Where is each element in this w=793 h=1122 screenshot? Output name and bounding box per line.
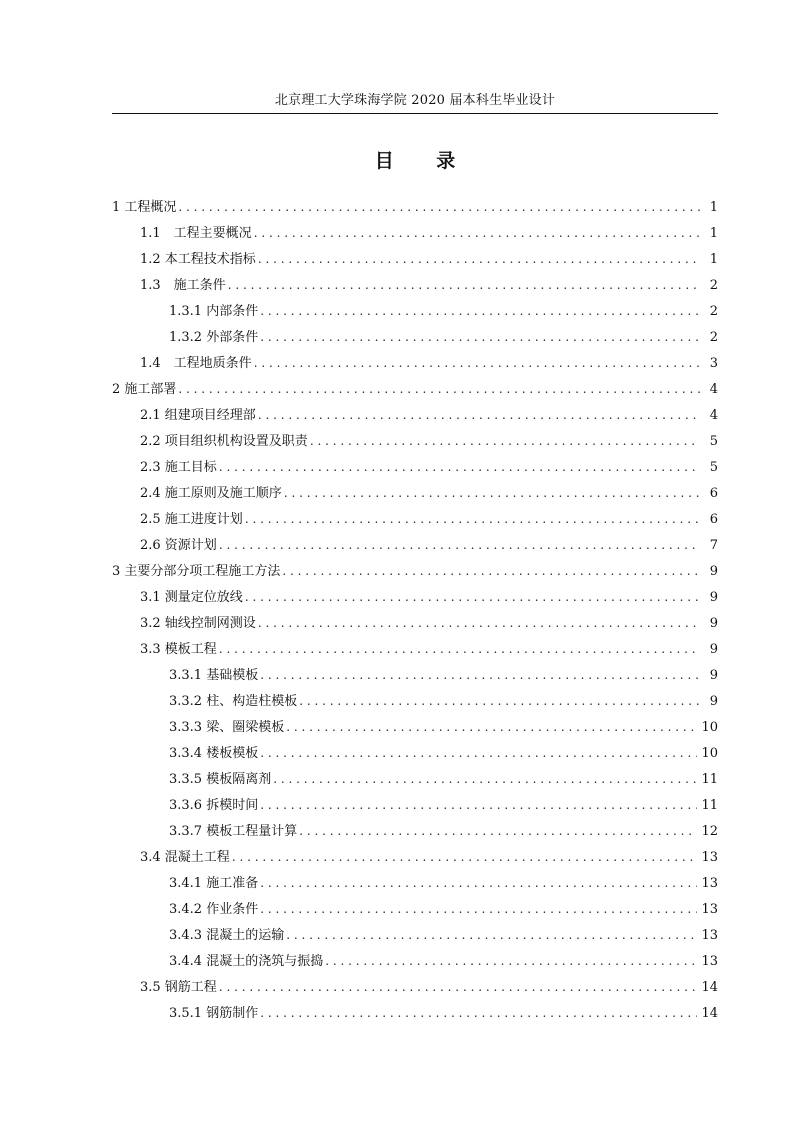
toc-entry-page-number: 2 bbox=[709, 278, 718, 293]
toc-dot-leader bbox=[178, 194, 700, 220]
toc-entry-title: 3.4.1 施工准备 bbox=[169, 876, 259, 891]
toc-entry[interactable] bbox=[112, 844, 718, 870]
toc-entry[interactable] bbox=[112, 740, 718, 766]
toc-entry[interactable] bbox=[112, 870, 718, 896]
toc-entry[interactable] bbox=[112, 922, 718, 948]
toc-dot-leader bbox=[310, 428, 700, 454]
toc-entry-title: 3.3 模板工程 bbox=[140, 642, 217, 657]
toc-entry-title: 1.3.1 内部条件 bbox=[169, 304, 259, 319]
toc-entry-page-number: 1 bbox=[709, 252, 718, 267]
toc-entry-page-number: 14 bbox=[701, 980, 718, 995]
toc-entry[interactable] bbox=[112, 948, 718, 974]
toc-entry-page-number: 4 bbox=[709, 408, 718, 423]
toc-dot-leader bbox=[284, 480, 700, 506]
toc-entry-page-number: 10 bbox=[701, 720, 718, 735]
toc-entry-title: 2.1 组建项目经理部 bbox=[140, 408, 256, 423]
toc-dot-leader bbox=[260, 896, 697, 922]
toc-entry-title: 1.4 工程地质条件 bbox=[140, 356, 252, 371]
toc-entry[interactable] bbox=[112, 766, 718, 792]
toc-entry-page-number: 13 bbox=[701, 850, 718, 865]
toc-entry-page-number: 10 bbox=[701, 746, 718, 761]
table-of-contents bbox=[112, 194, 718, 1026]
toc-entry-page-number: 6 bbox=[709, 512, 718, 527]
toc-dot-leader bbox=[286, 922, 697, 948]
toc-entry-title: 3.4.2 作业条件 bbox=[169, 902, 259, 917]
toc-dot-leader bbox=[245, 584, 700, 610]
toc-dot-leader bbox=[254, 220, 700, 246]
toc-entry[interactable] bbox=[112, 636, 718, 662]
toc-entry-page-number: 9 bbox=[709, 668, 718, 683]
toc-entry[interactable] bbox=[112, 974, 718, 1000]
toc-entry-title: 3.3.7 模板工程量计算 bbox=[169, 824, 298, 839]
toc-entry[interactable] bbox=[112, 298, 718, 324]
toc-entry[interactable] bbox=[112, 220, 718, 246]
header-rule bbox=[112, 113, 718, 114]
toc-entry-page-number: 3 bbox=[709, 356, 718, 371]
toc-dot-leader bbox=[219, 636, 700, 662]
toc-entry-title: 3.3.3 梁、圈梁模板 bbox=[169, 720, 285, 735]
toc-entry-page-number: 13 bbox=[701, 876, 718, 891]
toc-entry-page-number: 11 bbox=[701, 798, 718, 813]
toc-dot-leader bbox=[286, 714, 697, 740]
toc-entry[interactable] bbox=[112, 896, 718, 922]
toc-entry-page-number: 9 bbox=[709, 694, 718, 709]
toc-dot-leader bbox=[258, 246, 700, 272]
toc-dot-leader bbox=[228, 272, 700, 298]
toc-entry-page-number: 1 bbox=[709, 200, 718, 215]
toc-entry-page-number: 9 bbox=[709, 590, 718, 605]
toc-entry-title: 3.3.5 模板隔离剂 bbox=[169, 772, 272, 787]
toc-dot-leader bbox=[219, 974, 698, 1000]
toc-entry-title: 3.3.4 楼板模板 bbox=[169, 746, 259, 761]
toc-entry-title: 3.1 测量定位放线 bbox=[140, 590, 243, 605]
toc-entry[interactable] bbox=[112, 402, 718, 428]
toc-entry-page-number: 6 bbox=[709, 486, 718, 501]
toc-entry-title: 3.4.4 混凝土的浇筑与振捣 bbox=[169, 954, 324, 969]
toc-entry[interactable] bbox=[112, 428, 718, 454]
toc-entry[interactable] bbox=[112, 558, 718, 584]
toc-dot-leader bbox=[260, 870, 697, 896]
toc-dot-leader bbox=[260, 662, 700, 688]
toc-entry-page-number: 11 bbox=[701, 772, 718, 787]
toc-entry-title: 1.3.2 外部条件 bbox=[169, 330, 259, 345]
toc-dot-leader bbox=[260, 298, 700, 324]
toc-entry[interactable] bbox=[112, 714, 718, 740]
toc-dot-leader bbox=[232, 844, 698, 870]
toc-entry[interactable] bbox=[112, 1000, 718, 1026]
toc-entry-page-number: 5 bbox=[709, 434, 718, 449]
toc-entry[interactable] bbox=[112, 506, 718, 532]
toc-entry-title: 3.5.1 钢筋制作 bbox=[169, 1006, 259, 1021]
toc-entry-page-number: 5 bbox=[709, 460, 718, 475]
toc-entry[interactable] bbox=[112, 818, 718, 844]
toc-entry-title: 2 施工部署 bbox=[112, 382, 177, 397]
toc-dot-leader bbox=[258, 610, 700, 636]
toc-entry[interactable] bbox=[112, 246, 718, 272]
toc-entry[interactable] bbox=[112, 272, 718, 298]
toc-entry-title: 2.4 施工原则及施工顺序 bbox=[140, 486, 282, 501]
toc-entry-title: 1.3 施工条件 bbox=[140, 278, 226, 293]
toc-dot-leader bbox=[178, 376, 700, 402]
toc-dot-leader bbox=[219, 454, 700, 480]
toc-entry-page-number: 13 bbox=[701, 902, 718, 917]
toc-entry-title: 1.1 工程主要概况 bbox=[140, 226, 252, 241]
toc-entry-page-number: 9 bbox=[709, 616, 718, 631]
toc-entry[interactable] bbox=[112, 454, 718, 480]
toc-entry[interactable] bbox=[112, 376, 718, 402]
toc-dot-leader bbox=[325, 948, 697, 974]
toc-entry-title: 2.6 资源计划 bbox=[140, 538, 217, 553]
toc-entry[interactable] bbox=[112, 584, 718, 610]
toc-title: 目 录 bbox=[374, 150, 474, 172]
toc-entry-page-number: 14 bbox=[701, 1006, 718, 1021]
toc-dot-leader bbox=[260, 1000, 697, 1026]
toc-dot-leader bbox=[258, 402, 700, 428]
toc-dot-leader bbox=[260, 792, 697, 818]
toc-entry[interactable] bbox=[112, 662, 718, 688]
toc-dot-leader bbox=[245, 506, 700, 532]
toc-dot-leader bbox=[299, 688, 700, 714]
toc-entry-page-number: 2 bbox=[709, 304, 718, 319]
toc-entry-title: 2.5 施工进度计划 bbox=[140, 512, 243, 527]
toc-entry-title: 3.3.1 基础模板 bbox=[169, 668, 259, 683]
toc-entry-page-number: 12 bbox=[701, 824, 718, 839]
toc-entry-page-number: 9 bbox=[709, 642, 718, 657]
toc-entry-title: 2.2 项目组织机构设置及职责 bbox=[140, 434, 308, 449]
toc-entry-page-number: 7 bbox=[709, 538, 718, 553]
toc-dot-leader bbox=[282, 558, 700, 584]
toc-entry-page-number: 1 bbox=[709, 226, 718, 241]
toc-entry-page-number: 13 bbox=[701, 954, 718, 969]
toc-dot-leader bbox=[299, 818, 697, 844]
toc-entry-title: 3.4.3 混凝土的运输 bbox=[169, 928, 285, 943]
running-header: 北京理工大学珠海学院 2020 届本科生毕业设计 bbox=[274, 93, 556, 108]
toc-entry-title: 3 主要分部分项工程施工方法 bbox=[112, 564, 281, 579]
toc-entry[interactable] bbox=[112, 610, 718, 636]
toc-entry-title: 1.2 本工程技术指标 bbox=[140, 252, 256, 267]
toc-entry[interactable] bbox=[112, 480, 718, 506]
toc-entry[interactable] bbox=[112, 532, 718, 558]
toc-entry-page-number: 9 bbox=[709, 564, 718, 579]
toc-entry-title: 3.4 混凝土工程 bbox=[140, 850, 230, 865]
toc-dot-leader bbox=[254, 350, 700, 376]
toc-entry-page-number: 4 bbox=[709, 382, 718, 397]
toc-entry[interactable] bbox=[112, 324, 718, 350]
toc-entry-page-number: 13 bbox=[701, 928, 718, 943]
toc-entry[interactable] bbox=[112, 792, 718, 818]
toc-entry[interactable] bbox=[112, 688, 718, 714]
toc-entry-title: 2.3 施工目标 bbox=[140, 460, 217, 475]
toc-dot-leader bbox=[260, 324, 700, 350]
toc-entry-title: 3.2 轴线控制网测设 bbox=[140, 616, 256, 631]
toc-entry-title: 3.3.2 柱、构造柱模板 bbox=[169, 694, 298, 709]
toc-entry-title: 1 工程概况 bbox=[112, 200, 177, 215]
toc-entry-title: 3.3.6 拆模时间 bbox=[169, 798, 259, 813]
toc-dot-leader bbox=[273, 766, 697, 792]
toc-dot-leader bbox=[219, 532, 700, 558]
toc-entry[interactable] bbox=[112, 194, 718, 220]
toc-dot-leader bbox=[260, 740, 697, 766]
toc-entry[interactable] bbox=[112, 350, 718, 376]
toc-entry-page-number: 2 bbox=[709, 330, 718, 345]
toc-entry-title: 3.5 钢筋工程 bbox=[140, 980, 217, 995]
